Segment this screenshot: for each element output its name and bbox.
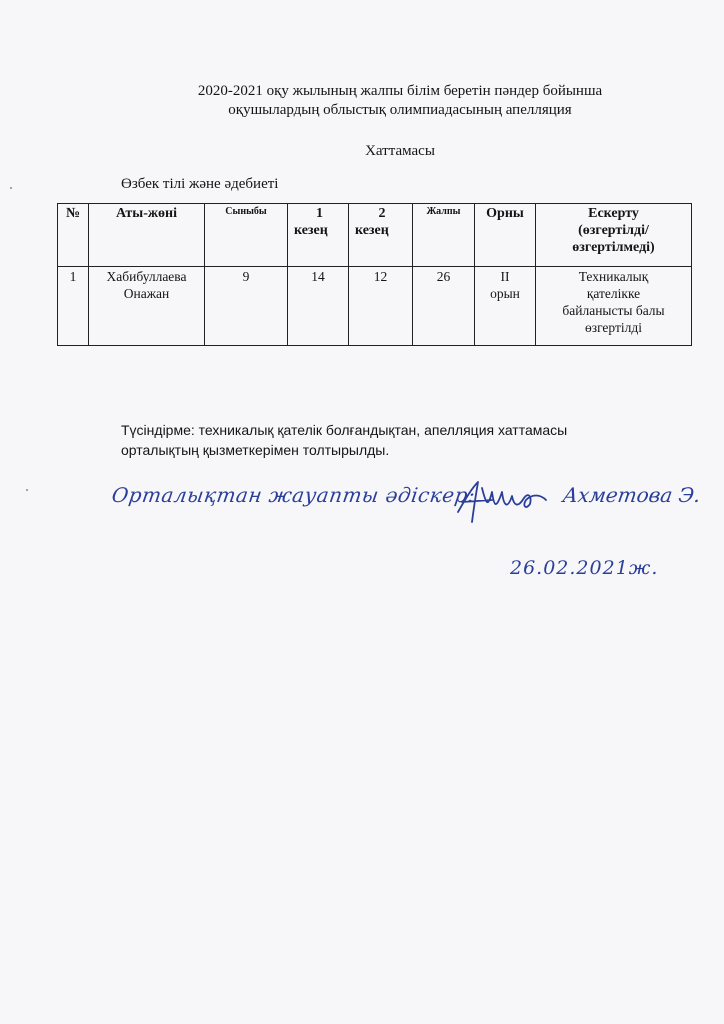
cell-name-surname: Хабибуллаева bbox=[106, 269, 187, 284]
cell-remark-line-2: қателікке bbox=[586, 286, 641, 301]
header-remark-line-2: (өзгертілді/ bbox=[578, 223, 649, 238]
header-stage-2-label: кезең bbox=[355, 223, 389, 238]
cell-stage-1: 14 bbox=[288, 267, 349, 346]
title-line-2: оқушылардың облыстық олимпиадасының апелляция bbox=[228, 102, 572, 118]
cell-name-given: Онажан bbox=[123, 286, 170, 301]
table-row bbox=[58, 267, 692, 346]
cell-stage-2: 12 bbox=[349, 267, 413, 346]
cell-name bbox=[89, 267, 205, 346]
document-title bbox=[120, 82, 680, 120]
cell-num: 1 bbox=[58, 267, 89, 346]
header-num: № bbox=[58, 204, 89, 267]
cell-remark bbox=[536, 267, 692, 346]
subject-name: Өзбек тілі және әдебиеті bbox=[121, 176, 279, 192]
header-place: Орны bbox=[475, 204, 536, 267]
header-remark-line-3: өзгертілмеді) bbox=[572, 240, 655, 255]
signature-mark bbox=[452, 478, 552, 526]
handwritten-date: 26.02.2021ж. bbox=[510, 557, 659, 579]
header-name: Аты-жөні bbox=[89, 204, 205, 267]
header-remark bbox=[536, 204, 692, 267]
cell-grade: 9 bbox=[205, 267, 288, 346]
cell-remark-line-1: Техникалық bbox=[578, 269, 649, 284]
scan-speck bbox=[26, 489, 28, 491]
header-total: Жалпы bbox=[413, 204, 475, 267]
header-stage-2-number: 2 bbox=[378, 206, 386, 221]
appeal-table bbox=[57, 203, 692, 346]
header-stage-1-label: кезең bbox=[294, 223, 328, 238]
handwritten-name: Ахметова Э. bbox=[561, 483, 703, 507]
scan-speck bbox=[10, 187, 12, 189]
document-subtitle: Хаттамасы bbox=[365, 143, 435, 159]
explanation-note bbox=[121, 420, 641, 460]
handwritten-responsible-label: Орталықтан жауапты әдіскер: bbox=[110, 483, 477, 507]
title-line-1: 2020-2021 оқу жылының жалпы білім беретін пәндер бойынша bbox=[197, 83, 603, 99]
cell-place-label: орын bbox=[490, 286, 520, 301]
cell-place bbox=[475, 267, 536, 346]
header-remark-line-1: Ескерту bbox=[588, 206, 639, 221]
explanation-line-2: орталықтың қызметкерімен толтырылды. bbox=[121, 442, 390, 458]
table-header-row bbox=[58, 204, 692, 267]
header-stage-1-number: 1 bbox=[316, 206, 323, 221]
cell-place-rank: II bbox=[500, 269, 510, 284]
cell-total: 26 bbox=[413, 267, 475, 346]
header-stage-2 bbox=[349, 204, 413, 267]
header-stage-1 bbox=[288, 204, 349, 267]
explanation-line-1: Түсіндірме: техникалық қателік болғандықтан, апелляция хаттамасы bbox=[121, 422, 568, 438]
header-grade: Сыныбы bbox=[205, 204, 288, 267]
cell-remark-line-3: байланысты балы bbox=[562, 303, 665, 318]
cell-remark-line-4: өзгертілді bbox=[584, 320, 642, 335]
